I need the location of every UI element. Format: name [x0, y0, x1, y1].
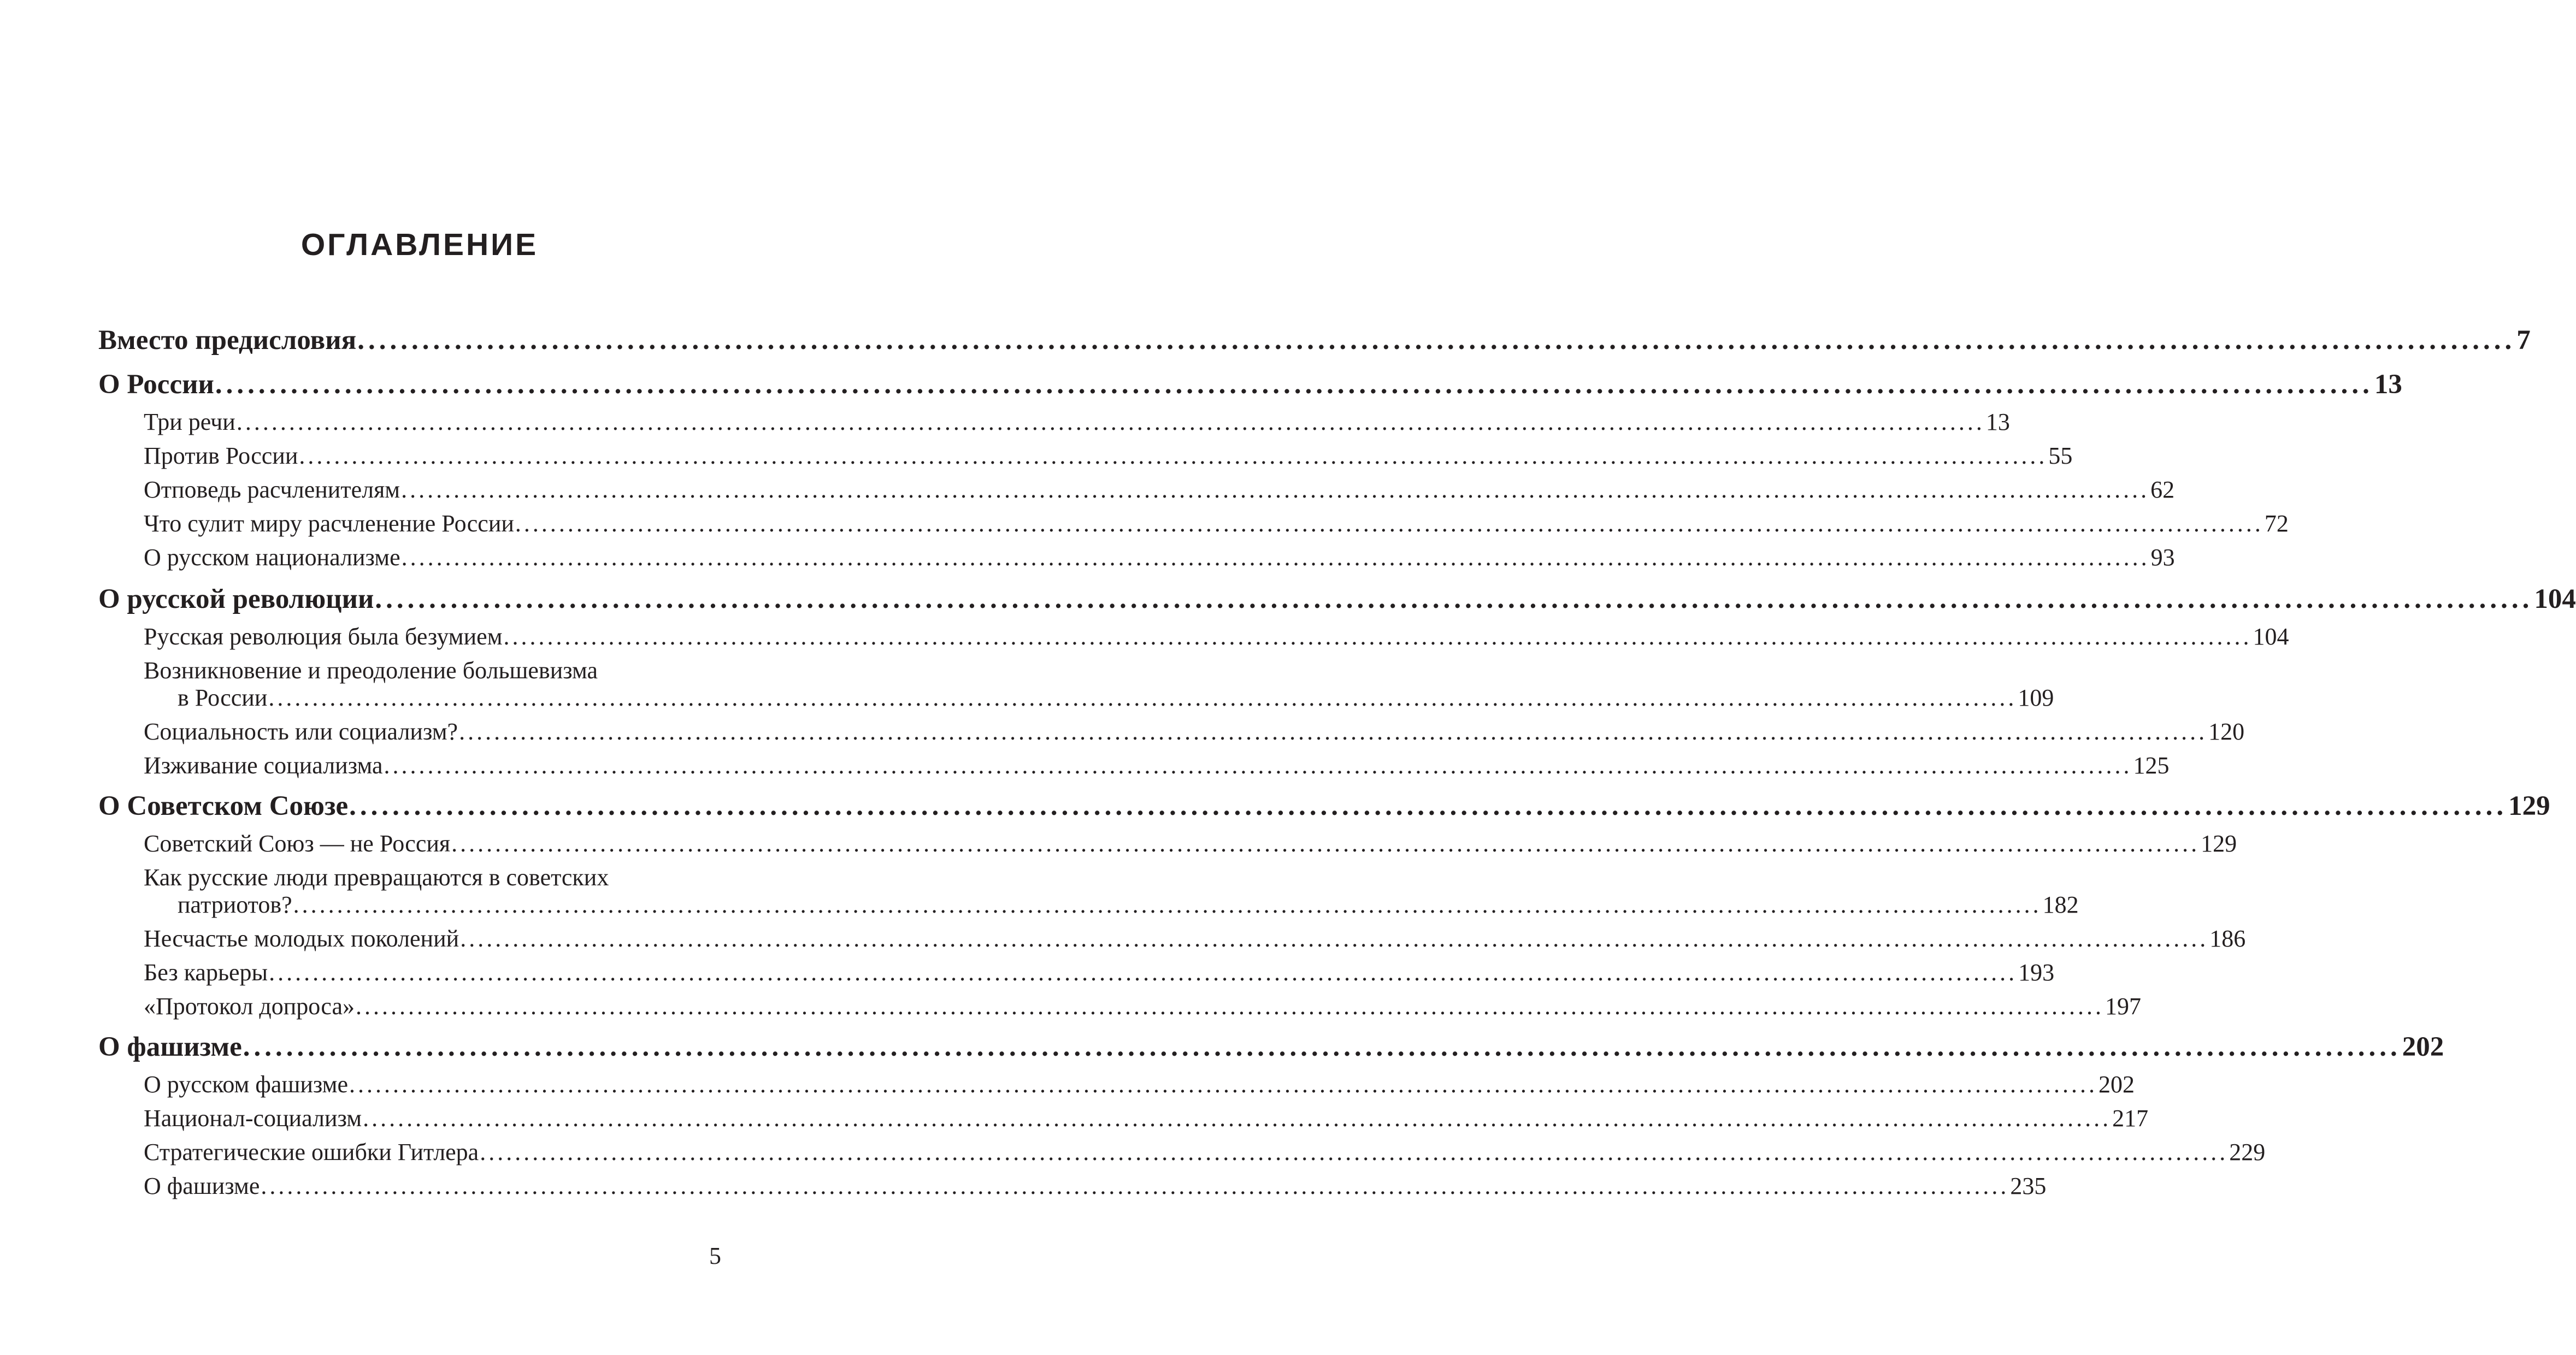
toc-section-page: 129 — [2508, 791, 2550, 821]
toc-entry-page: 197 — [2105, 993, 2141, 1020]
toc-section-title: О фашизме — [98, 1032, 242, 1062]
toc-entry[interactable] — [144, 476, 2175, 503]
toc-entry-title: Три речи — [144, 409, 235, 435]
toc-entry-page: 182 — [2042, 891, 2079, 918]
toc-leader-dots: ........................................................................................................................................................................................................ — [451, 830, 2200, 857]
toc-leader-dots: ........................................................................................................................................................................................................ — [243, 1032, 2401, 1062]
toc-leader-dots: ........................................................................................................................................................................................................ — [236, 409, 1985, 435]
toc-entry-title: Социальность или социализм? — [144, 718, 458, 745]
toc-entry[interactable] — [178, 891, 2079, 918]
toc-entry[interactable] — [144, 1139, 2266, 1165]
toc-entry-page: 202 — [2098, 1071, 2135, 1098]
toc-section[interactable] — [98, 1032, 2444, 1062]
toc-entry[interactable] — [144, 1105, 2149, 1132]
toc-leader-dots: ........................................................................................................................................................................................................ — [268, 684, 2017, 711]
toc-heading: ОГЛАВЛЕНИЕ — [300, 227, 539, 262]
toc-entry-title: Против России — [144, 442, 298, 469]
toc-entry-title-cont: патриотов? — [178, 891, 292, 918]
toc-entry-title: Стратегические ошибки Гитлера — [144, 1139, 479, 1165]
toc-leader-dots: ........................................................................................................................................................................................................ — [480, 1139, 2229, 1165]
toc-section-page: 7 — [2516, 325, 2531, 356]
toc-section[interactable] — [98, 325, 2531, 356]
toc-section-page: 13 — [2374, 369, 2402, 400]
toc-entry-title: Русская революция была безумием — [144, 623, 503, 650]
toc-leader-dots: ........................................................................................................................................................................................................ — [375, 584, 2533, 614]
toc-leader-dots: ........................................................................................................................................................................................................ — [356, 993, 2104, 1020]
toc-entry[interactable] — [144, 510, 2289, 537]
toc-entry[interactable] — [144, 623, 2289, 650]
toc-entry-page: 55 — [2048, 442, 2073, 469]
toc-entry-title: «Протокол допроса» — [144, 993, 355, 1020]
toc-entry-page: 229 — [2229, 1139, 2266, 1165]
toc-leader-dots: ........................................................................................................................................................................................................ — [349, 1071, 2097, 1098]
toc-section[interactable] — [98, 791, 2550, 821]
toc-entry-title: Что сулит миру расчленение России — [144, 510, 514, 537]
toc-entry-page: 186 — [2209, 925, 2246, 952]
toc-leader-dots: ........................................................................................................................................................................................................ — [349, 791, 2508, 821]
toc-entry-title: Национал-социализм — [144, 1105, 362, 1132]
toc-entry-page: 72 — [2264, 510, 2289, 537]
toc-entry-title: Несчастье молодых поколений — [144, 925, 459, 952]
toc-section-page: 104 — [2534, 584, 2576, 614]
toc-entry-title: О русском фашизме — [144, 1071, 348, 1098]
toc-entry[interactable] — [144, 718, 2245, 745]
toc-entry-title: О русском национализме — [144, 544, 400, 571]
toc-entry[interactable] — [144, 752, 2170, 779]
toc-entry-title-cont: в России — [178, 684, 268, 711]
toc-section-title: О России — [98, 369, 214, 400]
toc-section-title: О русской революции — [98, 584, 374, 614]
toc-entry-page: 235 — [2010, 1173, 2047, 1199]
toc-entry[interactable] — [144, 442, 2073, 469]
toc-entry[interactable] — [144, 925, 2246, 952]
toc-entry-title[interactable]: Возникновение и преодоление большевизма — [144, 657, 598, 684]
toc-entry[interactable] — [144, 409, 2010, 435]
toc-section-title: О Советском Союзе — [98, 791, 349, 821]
toc-entry-page: 62 — [2150, 476, 2175, 503]
toc-entry-page: 217 — [2112, 1105, 2149, 1132]
toc-leader-dots: ........................................................................................................................................................................................................ — [357, 325, 2516, 356]
toc-leader-dots: ........................................................................................................................................................................................................ — [363, 1105, 2112, 1132]
toc-leader-dots: ........................................................................................................................................................................................................ — [460, 925, 2209, 952]
toc-leader-dots: ........................................................................................................................................................................................................ — [293, 891, 2042, 918]
toc-entry-page: 125 — [2133, 752, 2170, 779]
toc-leader-dots: ........................................................................................................................................................................................................ — [503, 623, 2252, 650]
toc-section-title: Вместо предисловия — [98, 325, 357, 356]
toc-entry-title: Советский Союз — не Россия — [144, 830, 451, 857]
toc-entry[interactable] — [144, 993, 2141, 1020]
toc-entry[interactable] — [144, 544, 2175, 571]
page-number: 5 — [709, 1242, 721, 1269]
toc-leader-dots: ........................................................................................................................................................................................................ — [401, 544, 2150, 571]
toc-entry-title: О фашизме — [144, 1173, 260, 1199]
toc-entry-page: 104 — [2253, 623, 2289, 650]
toc-entry-page: 120 — [2208, 718, 2245, 745]
toc-leader-dots: ........................................................................................................................................................................................................ — [261, 1173, 2009, 1199]
toc-section-page: 202 — [2402, 1032, 2444, 1062]
toc-leader-dots: ........................................................................................................................................................................................................ — [299, 442, 2048, 469]
toc-entry-title: Отповедь расчленителям — [144, 476, 400, 503]
toc-leader-dots: ........................................................................................................................................................................................................ — [515, 510, 2263, 537]
toc-entry-page: 129 — [2201, 830, 2237, 857]
toc-entry[interactable] — [178, 684, 2054, 711]
toc-entry-page: 93 — [2150, 544, 2175, 571]
toc-entry[interactable] — [144, 1173, 2047, 1199]
toc-entry-page: 193 — [2018, 959, 2055, 986]
toc-entry-page: 13 — [1985, 409, 2010, 435]
toc-entry-title[interactable]: Как русские люди превращаются в советских — [144, 864, 609, 891]
toc-section[interactable] — [98, 369, 2402, 400]
toc-entry[interactable] — [144, 1071, 2135, 1098]
toc-entry[interactable] — [144, 830, 2237, 857]
toc-entry[interactable] — [144, 959, 2055, 986]
toc-entry-title: Без карьеры — [144, 959, 268, 986]
toc-leader-dots: ........................................................................................................................................................................................................ — [269, 959, 2018, 986]
toc-entry-page: 109 — [2018, 684, 2054, 711]
toc-leader-dots: ........................................................................................................................................................................................................ — [215, 369, 2373, 400]
toc-leader-dots: ........................................................................................................................................................................................................ — [384, 752, 2132, 779]
toc-section[interactable] — [98, 584, 2576, 614]
toc-entry-title: Изживание социализма — [144, 752, 383, 779]
toc-leader-dots: ........................................................................................................................................................................................................ — [459, 718, 2208, 745]
toc-leader-dots: ........................................................................................................................................................................................................ — [401, 476, 2150, 503]
